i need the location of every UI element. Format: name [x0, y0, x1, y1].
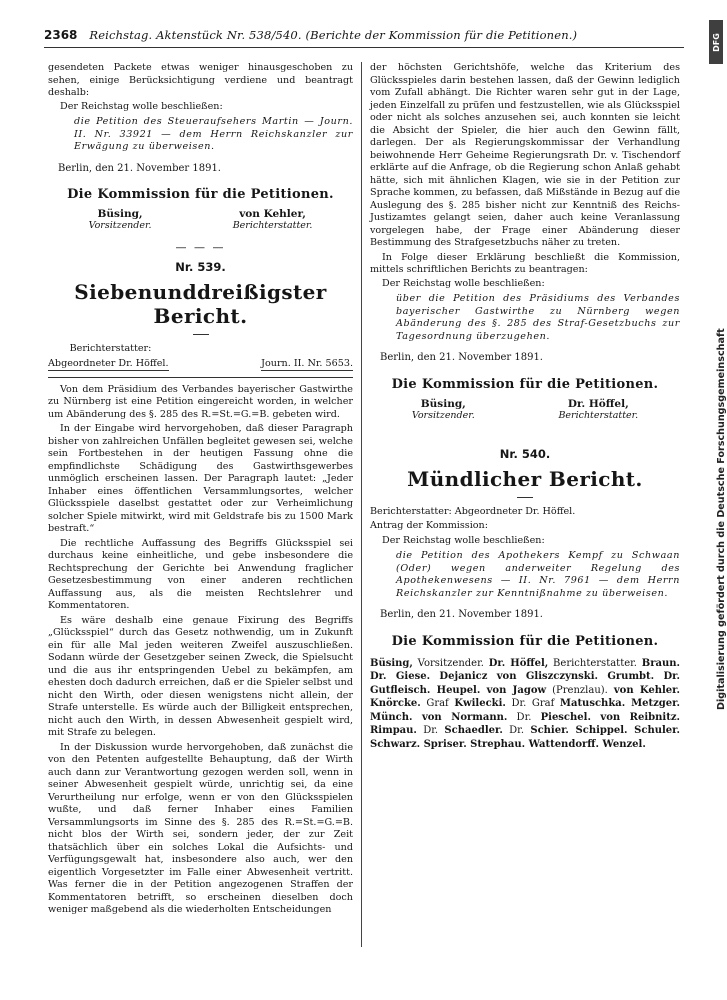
- motion-text: über die Petition des Präsidiums des Verbandes bayerischer Gastwirthe zu Nürnberg wegen Abänderung des §. 285 des Straf-Gesetzbuchs zur Tagesordnung überzugehen.: [396, 293, 680, 342]
- member-name-run: Dr.: [507, 711, 541, 723]
- member-name-run: (Prenzlau).: [546, 684, 614, 696]
- motion-line: Der Reichstag wolle beschließen:: [382, 277, 545, 289]
- commission-heading: Die Kommission für die Petitionen.: [391, 633, 659, 649]
- date-line: Berlin, den 21. November 1891.: [58, 162, 221, 174]
- body-paragraph: Von dem Präsidium des Verbandes bayerischer Gastwirthe zu Nürnberg ist eine Petition eingereicht worden, in welcher um Abänderung des §. 285 des R.=St.=G.=B. gebeten wird.: [48, 383, 353, 420]
- commission-heading: Die Kommission für die Petitionen.: [67, 187, 334, 202]
- page-number: 2368: [44, 28, 78, 42]
- rapporteur-row: [48, 358, 353, 371]
- journal-number: Journ. II. Nr. 5653.: [261, 357, 353, 369]
- digitization-sidebar: [708, 20, 727, 710]
- body-paragraph: In der Eingabe wird hervorgehoben, daß dieser Paragraph bisher von zahlreichen Unfällen begleitet gewesen sei, welche sein Fortbestehen in der heutigen Fassung ohne die empfindlichste Schädigung des Gastwirthsgewerbes unmöglich erscheinen lassen. Der Paragraph lautet: „Jeder Inhaber eines öffentlichen Versammlungsortes, welcher Glücksspiele daselbst gestattet oder zur Verheimlichung solcher Spiele mitwirkt, wird mit Geldstrafe bis zu 1500 Mark bestraft.“: [48, 423, 353, 534]
- member-name-run: Dr.: [416, 725, 445, 737]
- member-name-run: Dr. Graf: [505, 698, 560, 710]
- left-column: [48, 62, 353, 917]
- signature-chair: Büsing, Vorsitzender.: [411, 397, 475, 421]
- motion-line: Der Reichstag wolle beschließen:: [60, 100, 223, 112]
- member-name-run: Matuschka. Metzger. Münch. von Normann.: [370, 698, 680, 723]
- signatures: [370, 398, 680, 421]
- member-name-run: Berichterstatter.: [548, 657, 642, 669]
- document-number: Nr. 540.: [499, 446, 551, 461]
- rapporteur-label: Berichterstatter:: [69, 343, 152, 354]
- member-name-run: Graf: [420, 698, 455, 710]
- rule: [48, 377, 353, 378]
- motion-line: Der Reichstag wolle beschließen:: [382, 534, 545, 546]
- report-title: Mündlicher Bericht.: [407, 466, 643, 491]
- title-rule: [517, 497, 533, 498]
- motion-text: die Petition des Steueraufsehers Martin — Journ. II. Nr. 33921 — dem Herrn Reichskanzler zur Erwägung zu überweisen.: [74, 116, 353, 152]
- column-divider: [361, 62, 362, 947]
- member-name-run: von Kehler. Knörcke.: [370, 684, 680, 710]
- member-name-run: Dr. Höffel,: [488, 657, 549, 669]
- body-paragraph: Die rechtliche Auffassung des Begriffs Glücksspiel sei durchaus keine einheitliche, und gebe insbesondere die Rechtsprechung der Gerichte bei Anwendung fraglicher Gesetzesbestimmung von einer anderen rechtlichen Auffassung aus, als die meisten Rechtslehrer und Kommentatoren.: [48, 537, 353, 611]
- date-line: Berlin, den 21. November 1891.: [380, 609, 543, 620]
- signature-rapporteur: Dr. Höffel, Berichterstatter.: [558, 397, 639, 421]
- dfg-logo: DFG: [709, 20, 723, 64]
- funding-note: Digitalisierung gefördert durch die Deutsche Forschungsgemeinschaft: [716, 328, 727, 710]
- signatures: [48, 208, 353, 231]
- intro-paragraph: gesendeten Packete etwas weniger hinausgeschoben zu sehen, einige Berücksichtigung verdiene und beantragt deshalb:: [48, 62, 353, 98]
- member-name-run: Büsing,: [370, 657, 413, 669]
- commission-heading: Die Kommission für die Petitionen.: [391, 376, 659, 392]
- signature-chair: Büsing, Vorsitzender.: [88, 208, 152, 231]
- member-name-run: Kwilecki.: [454, 698, 506, 710]
- motion-heading: Antrag der Kommission:: [370, 520, 488, 531]
- header-rule: [44, 47, 684, 48]
- member-name-run: Braun. Dr. Giese. Dejanicz von Gliszczynski. Grumbt. Dr. Gutfleisch. Heupel. von Jagow: [370, 657, 680, 696]
- member-list: [370, 657, 680, 752]
- rapporteur-name: Abgeordneter Dr. Höffel.: [48, 357, 169, 369]
- report-title: Siebenunddreißigster Bericht.: [74, 280, 327, 328]
- document-number: Nr. 539.: [175, 260, 226, 274]
- right-column: [370, 62, 680, 752]
- member-name-run: Vorsitzender.: [412, 657, 489, 669]
- member-name-run: Schaedler.: [444, 725, 503, 737]
- motion-text: die Petition des Apothekers Kempf zu Schwaan (Oder) wegen anderweiter Regelung des Apothekenwesens — II. Nr. 7961 — dem Herrn Reichskanzler zur Kenntnißnahme zu überweisen.: [396, 550, 680, 599]
- body-paragraph: In Folge dieser Erklärung beschließt die Kommission, mittels schriftlichen Berichts zu beantragen:: [370, 251, 680, 275]
- member-name-run: Pieschel. von Reibnitz. Rimpau.: [370, 711, 680, 737]
- signature-rapporteur: von Kehler, Berichterstatter.: [232, 208, 313, 231]
- title-rule: [193, 334, 209, 335]
- section-separator: — — —: [175, 241, 226, 254]
- rapporteur-line: Berichterstatter: Abgeordneter Dr. Höffel.: [370, 505, 576, 517]
- date-line: Berlin, den 21. November 1891.: [380, 352, 543, 363]
- page-header: [44, 28, 684, 48]
- body-paragraph: der höchsten Gerichtshöfe, welche das Kriterium des Glücksspieles darin bestehen lassen, daß der Gewinn lediglich vom Zufall abhängt. Die Richter waren sehr gut in der Lage, jeden Einzelfall zu prüfen und festzustellen, wie als Glücksspiel oder nicht als solches anzusehen sei, auch konnten sie leicht die Absicht der Spieler, die hier auch den Gewinn fällt, darlegen. Der als Regierungskommissar der Verhandlung beiwohnende Herr Geheime Regierungsrath Dr. v. Tischendorf erklärte auf die Anfrage, ob die Regierung schon Anlaß gehabt hätte, sich mit ähnlichen Klagen, wie sie in der Petition zur Sprache kommen, zu befassen, daß Mißstände in Bezug auf die Auslegung des §. 285 bisher nicht zur Kenntniß des Reichs-Justizamtes gelangt seien, daher auch keine Veranlassung vorgelegen habe, der Frage einer Abänderung dieser Bestimmung des Strafgesetzbuchs näher zu treten.: [370, 62, 680, 248]
- running-title: Reichstag. Aktenstück Nr. 538/540. (Berichte der Kommission für die Petitionen.): [89, 28, 578, 42]
- member-name-run: Schier. Schippel. Schuler. Schwarz. Spriser. Strephau. Wattendorff. Wenzel.: [370, 725, 680, 751]
- body-paragraph: Es wäre deshalb eine genaue Fixirung des Begriffs „Glücksspiel“ durch das Gesetz nothwendig, um in Zukunft ein für alle Mal jeden weiteren Zweifel auszuschließen. Sodann würde der Gesetzgeber seinen Zweck, die Spielsucht und die aus ihr entspringenden Uebel zu bekämpfen, am ehesten doch dadurch erreichen, daß er die Spieler selbst und nicht den Wirth, oder diesen wenigstens nicht allein, der Strafe unterstelle. Es würde auch der Billigkeit entsprechen, nicht auch den Wirth, in dessen Abwesenheit gespielt wird, mit Strafe zu belegen.: [48, 614, 353, 738]
- body-paragraph: In der Diskussion wurde hervorgehoben, daß zunächst die von den Petenten aufgestellte Behauptung, daß der Wirth auch dann zur Verantwortung gezogen werden soll, wenn in seiner Abwesenheit gespielt würde, unrichtig sei, da eine Verurtheilung nur erfolge, wenn er von den Glücksspielen wußte, und daß ferner Inhaber eines Familien Versammlungsorts im Sinne des §. 285 des R.=St.=G.=B. nicht blos der Wirth sei, sondern jeder, der zur Zeit thatsächlich über ein solches Lokal die Aufsichts- und Verfügungsgewalt hat, insbesondere also auch, wer den eigentlich Vorgesetzter im Falle einer Abwesenheit vertritt. Was ferner die in der Petition angezogenen Straffen der Kommentatoren betrifft, so erscheinen dieselben doch weniger maßgebend als die wiederholten Entscheidungen: [48, 741, 353, 915]
- member-name-run: Dr.: [502, 725, 531, 737]
